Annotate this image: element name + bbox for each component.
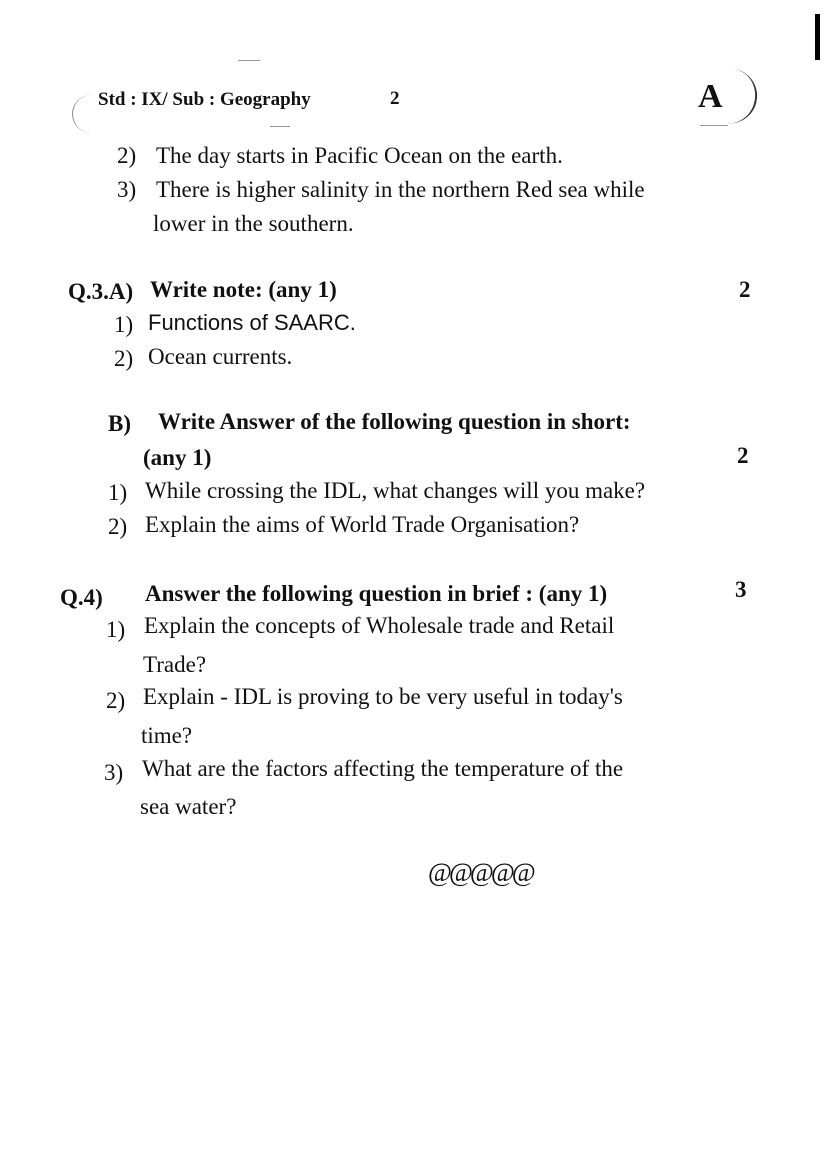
list-item-number: 2) bbox=[117, 143, 137, 168]
set-letter-bracket bbox=[721, 68, 760, 127]
list-item-text: There is higher salinity in the northern Red sea while bbox=[156, 177, 645, 202]
scan-dash bbox=[238, 60, 260, 61]
question-title: Write note: (any 1) bbox=[150, 277, 337, 302]
page-number: 2 bbox=[390, 88, 400, 109]
list-item-text: While crossing the IDL, what changes will you make? bbox=[145, 478, 646, 503]
list-item-text: Explain the aims of World Trade Organisation? bbox=[145, 512, 580, 537]
list-item-text: Trade? bbox=[143, 652, 207, 677]
list-item-text: time? bbox=[141, 723, 193, 748]
list-item-text: Explain the concepts of Wholesale trade and Retail bbox=[144, 613, 615, 638]
question-marks: 3 bbox=[735, 577, 747, 602]
question-title: Answer the following question in brief : (any 1) bbox=[145, 581, 608, 606]
question-title: Write Answer of the following question in short: bbox=[158, 409, 631, 434]
question-marks: 2 bbox=[737, 443, 749, 468]
list-item-text: lower in the southern. bbox=[153, 211, 354, 236]
scan-edge-mark bbox=[815, 14, 820, 60]
list-item-text: sea water? bbox=[140, 794, 237, 819]
list-item-text: The day starts in Pacific Ocean on the earth. bbox=[156, 143, 563, 168]
list-item-number: 1) bbox=[114, 312, 134, 337]
end-of-paper-mark: @@@@@ bbox=[428, 858, 533, 887]
standard-subject: Std : IX/ Sub : Geography bbox=[98, 89, 311, 110]
list-item-number: 1) bbox=[106, 617, 126, 642]
list-item-number: 3) bbox=[104, 760, 124, 785]
list-item-number: 3) bbox=[117, 177, 137, 202]
question-label: Q.3.A) bbox=[68, 279, 134, 304]
list-item-number: 2) bbox=[114, 346, 134, 371]
list-item-text: Ocean currents. bbox=[148, 344, 293, 369]
list-item-text: Functions of SAARC. bbox=[148, 310, 356, 335]
scan-dash bbox=[270, 126, 290, 127]
list-item-number: 1) bbox=[108, 480, 128, 505]
list-item-number: 2) bbox=[106, 688, 126, 713]
question-label: Q.4) bbox=[60, 585, 103, 610]
list-item-text: Explain - IDL is proving to be very useful in today's bbox=[143, 684, 623, 709]
question-subtitle: (any 1) bbox=[143, 445, 212, 470]
scan-dash bbox=[700, 125, 728, 126]
question-marks: 2 bbox=[739, 277, 751, 302]
list-item-text: What are the factors affecting the temperature of the bbox=[142, 756, 624, 781]
list-item-number: 2) bbox=[108, 514, 128, 539]
question-label: B) bbox=[108, 411, 131, 436]
set-letter: A bbox=[698, 78, 723, 115]
